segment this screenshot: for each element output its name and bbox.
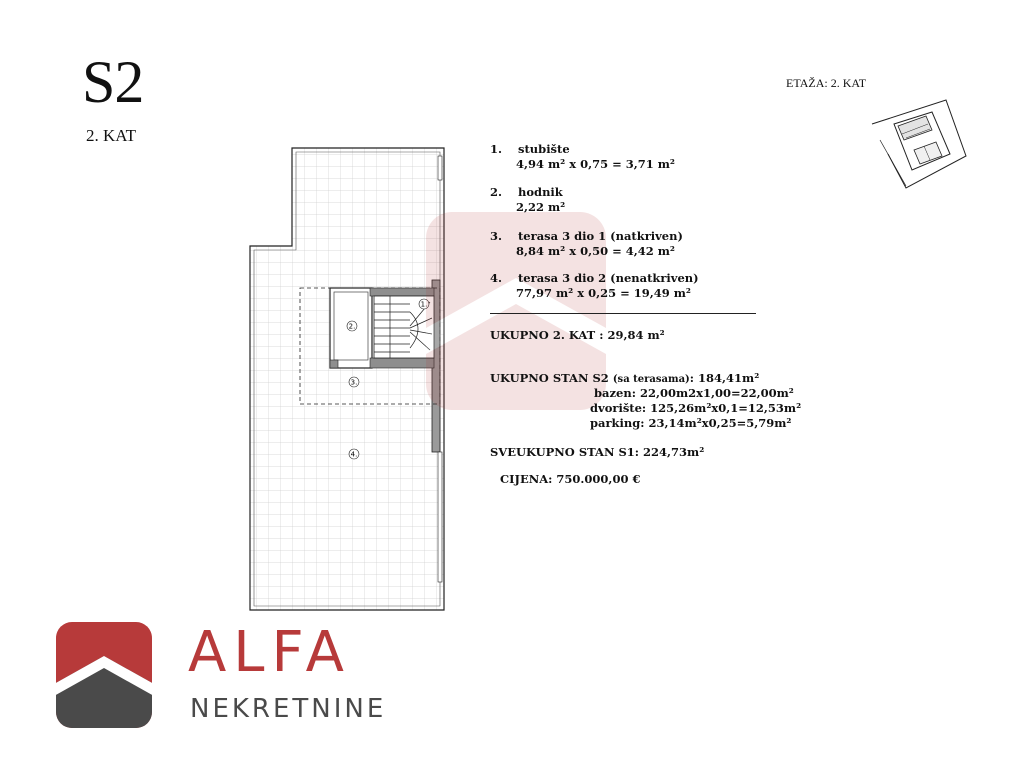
apartment-total-value: : 184,41m² xyxy=(689,371,760,385)
divider-line xyxy=(490,313,756,314)
plan-label-2: 2. xyxy=(348,322,356,331)
plan-label-1: 1. xyxy=(420,300,428,309)
pool-area: bazen: 22,00m2x1,00=22,00m² xyxy=(594,386,794,400)
key-plan-diagram xyxy=(866,96,970,192)
apartment-total-label: UKUPNO STAN S2 xyxy=(490,371,609,385)
logo-name: ALFA xyxy=(188,620,351,685)
price: CIJENA: 750.000,00 € xyxy=(500,472,641,486)
unit-code: S2 xyxy=(82,49,144,115)
alfa-logo-icon xyxy=(54,620,154,730)
parking-area: parking: 23,14m²x0,25=5,79m² xyxy=(590,416,792,430)
yard-area: dvorište: 125,26m²x0,1=12,53m² xyxy=(590,401,802,415)
grand-total: SVEUKUPNO STAN S1: 224,73m² xyxy=(490,445,705,459)
logo-subtitle: NEKRETNINE xyxy=(190,694,387,724)
floor-total: UKUPNO 2. KAT : 29,84 m² xyxy=(490,328,665,342)
apartment-total xyxy=(490,371,759,385)
plan-label-4: 4. xyxy=(350,450,358,459)
etaza-label: ETAŽA: 2. KAT xyxy=(786,76,867,90)
unit-floor-label: 2. KAT xyxy=(86,126,137,145)
apartment-total-note: (sa terasama) xyxy=(612,374,690,385)
plan-label-3: 3. xyxy=(350,378,358,387)
